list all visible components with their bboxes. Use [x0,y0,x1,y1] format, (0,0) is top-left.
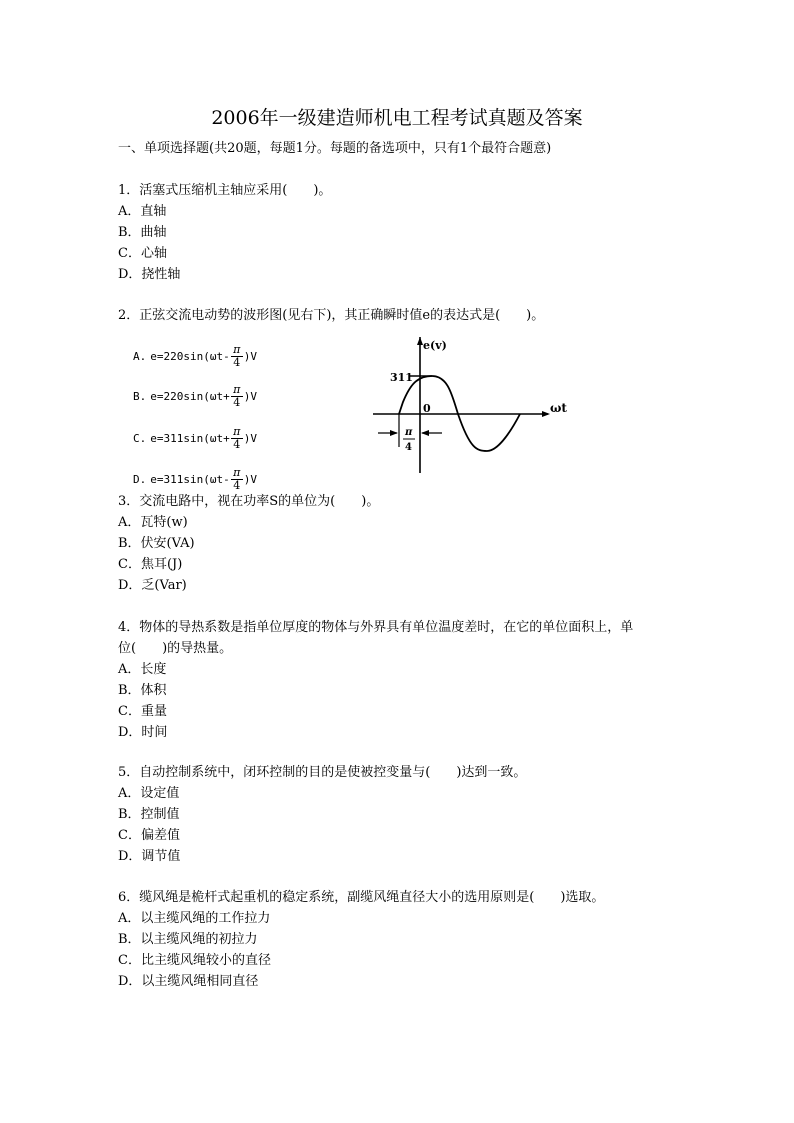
sine-waveform-figure [370,335,570,475]
question-stem: 3．交流电路中，视在功率S的单位为( )。 [118,494,380,509]
option-a: A．长度 [118,662,167,677]
question-4 [118,617,633,743]
option-b: B．体积 [118,683,167,698]
option-d: D．挠性轴 [118,267,181,282]
option-c: C．心轴 [118,246,167,261]
option-d: D．时间 [118,725,168,740]
option-a: A．直轴 [118,204,167,219]
option-a: A．以主缆风绳的工作拉力 [118,911,271,926]
phase-denominator: 4 [405,442,412,453]
option-d: D．调节值 [118,849,181,864]
fraction: $\frac{\pi}{4}$ [231,426,243,451]
option-a: A．瓦特(w) [118,515,188,530]
phase-numerator: π [405,427,413,438]
question-1 [118,180,331,285]
peak-label: 311 [390,371,413,384]
option-b: B．以主缆风绳的初拉力 [118,932,258,947]
fraction: $\frac{\pi}{4}$ [231,344,243,369]
option-c: C．偏差值 [118,828,180,843]
question-stem: 6．缆风绳是桅杆式起重机的稳定系统，副缆风绳直径大小的选用原则是( )选取。 [118,890,605,905]
option-b: B．伏安(VA) [118,536,195,551]
question-stem: 2．正弦交流电动势的波形图(见右下)，其正确瞬时值e的表达式是( )。 [118,308,545,323]
option-d: D．乏(Var) [118,578,187,593]
option-c: C．比主缆风绳较小的直径 [118,953,271,968]
option-c: C．焦耳(J) [118,557,183,572]
document-title: 2006年一级建造师机电工程考试真题及答案 [211,107,583,129]
section-heading: 一、单项选择题(共20题，每题1分。每题的备选项中，只有1个最符合题意) [118,141,552,156]
question-3 [118,491,379,596]
question-stem-line2: 位( )的导热量。 [118,641,233,656]
question-stem: 5．自动控制系统中，闭环控制的目的是使被控变量与( )达到一致。 [118,765,527,780]
option-a: A．设定值 [118,786,180,801]
fraction: $\frac{\pi}{4}$ [231,384,243,409]
fraction: $\frac{\pi}{4}$ [231,467,243,492]
question-6 [118,887,604,992]
option-d: D．以主缆风绳相同直径 [118,974,259,989]
option-b: B．控制值 [118,807,180,822]
question-2 [118,305,544,326]
question-stem-line1: 4．物体的导热系数是指单位厚度的物体与外界具有单位温度差时，在它的单位面积上，单 [118,620,634,635]
option-b: B．曲轴 [118,225,167,240]
origin-label: 0 [423,402,431,415]
x-axis-label: ωt [550,401,567,415]
question-stem: 1．活塞式压缩机主轴应采用( )。 [118,183,332,198]
y-axis-label: e(v) [423,339,447,352]
option-c: C．重量 [118,704,167,719]
question-5 [118,762,526,867]
x-axis-arrow [542,411,550,417]
